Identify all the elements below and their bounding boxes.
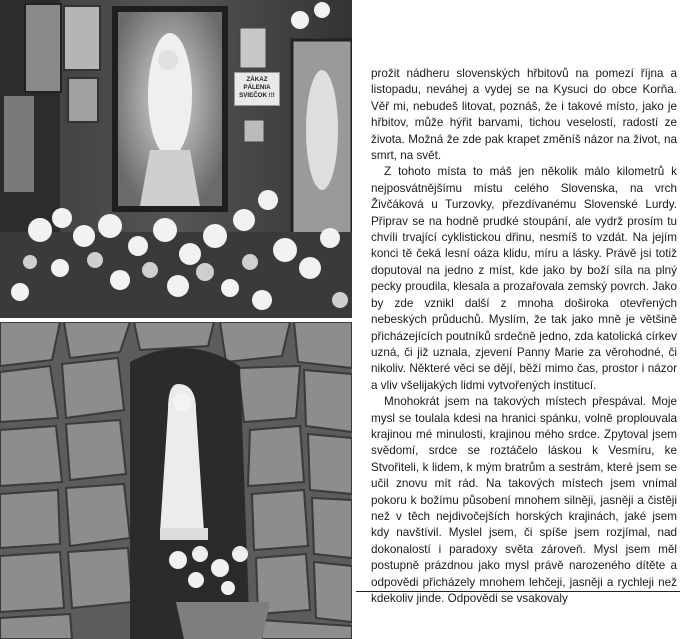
paragraph-3: Mnohokrát jsem na takových místech přespával. Moje mysl se toulala kdesi na hranici spánku, volně proplouvala krajinou mé minulosti, krajinou mého srdce. Zpytoval jsem svědomí, srdce se roztáčelo láskou k Vesmíru, ke Stvořiteli, k lidem, k mým bratrům a sestrám, které jsem se učil znovu mít rád. Na takových místech jsem vnímal pokoru k božímu působení mnohem silněji, jasněji a čistěji než v těch nejdivočejších horských krajinách, jaké jsem kdy navštívil. Myslel jsem, či spíše jsem rozjímal, nad dokonalostí i paradoxy světa zároveň. Mysl jsem měl postupně prázdnou jako mysl právě narozeného dítěte a odpovědi přicházely mnohem lehčeji, jasněji a rychleji než kdekoliv jinde. Odpovědi se vsakovaly [371, 395, 677, 605]
bottom-rule [356, 591, 680, 592]
paragraph-1: prožit nádheru slovenských hřbitovů na pomezí října a listopadu, neváhej a vydej se na Kysuci do obce Korňa. Věř mi, nebudeš litovat, poznáš, že i takové místo, jako je hřbitov, může hýřit barvami, tichou veselostí, radostí ze života. Možná že zde pak krapet změníš názor na život, na smrt, na svět. [371, 67, 677, 163]
article-text-column [371, 66, 677, 607]
sign-line-1: ZÁKAZ PÁLENIA [243, 76, 271, 92]
paragraph-2: Z tohoto místa to máš jen několik málo kilometrů k nejposvátnějšímu místu celého Slovenska, na vrch Živčáková u Turzovky, přezdívanému Slovenské Lurdy. Připrav se na hodně prudké stoupání, ale vydrž prosím tu chvíli trvající cyklistickou dřinu, nesmíš to vzdát. Na jejím konci tě čeká lesní oáza klidu, míru a lásky. Právě jsi totiž doputoval na jedno z míst, kde jako by boží síla na plný pecky proudila, klesala a prozařovala zemský povrch. Jako by zde vznikl další z mnoha doširoka otevřených nebeských průduchů. Myslím, že tak jako mně je většině přicházejících poutníků srdečně jedno, zda katolická církev uzná, či již uznala, zjevení Panny Marie za věrohodné, či nikoliv. Některé věci se dějí, běží mimo čas, prostor i názor a vliv všelijakých lidmi vytvořených institucí. [371, 165, 677, 392]
shrine-interior-photo [0, 0, 352, 318]
stone-grotto-photo [0, 322, 352, 639]
no-candles-sign [234, 72, 280, 106]
sign-line-2: SVIEČOK !!! [239, 92, 275, 100]
